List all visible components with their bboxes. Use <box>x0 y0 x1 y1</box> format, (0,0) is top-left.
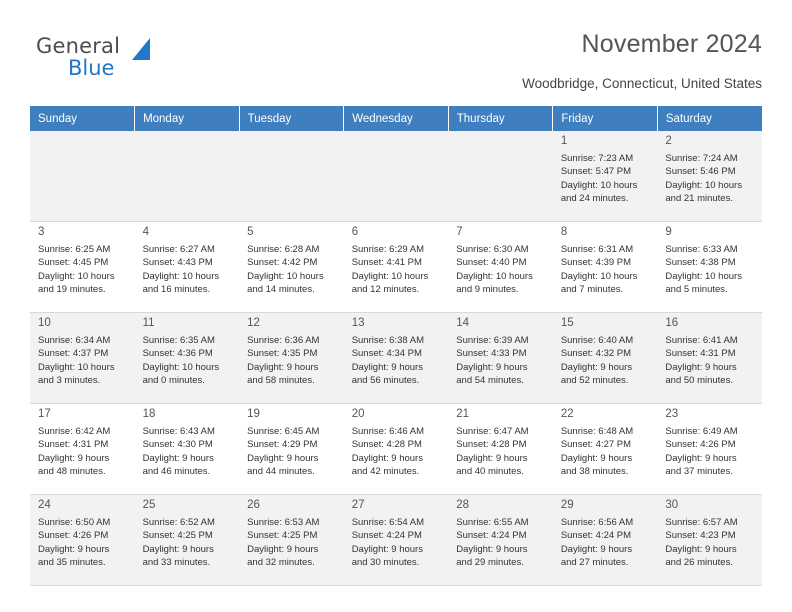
day-sun-info-line: Daylight: 9 hours <box>142 452 214 464</box>
day-sun-info <box>352 516 443 569</box>
calendar-day-cell-empty <box>448 131 553 222</box>
day-sun-info <box>143 243 234 296</box>
day-sun-info-line: Sunrise: 6:45 AM <box>247 426 320 438</box>
day-sun-info-line: Daylight: 9 hours <box>351 452 423 464</box>
calendar-day-cell <box>135 404 240 495</box>
calendar-week-row <box>30 313 762 404</box>
calendar-day-cell <box>30 404 135 495</box>
day-sun-info <box>247 425 338 478</box>
day-sun-info-line: and 38 minutes. <box>560 465 629 477</box>
day-sun-info-line: and 52 minutes. <box>560 374 629 386</box>
day-sun-info <box>456 334 547 387</box>
day-number: 12 <box>247 317 260 329</box>
day-number: 16 <box>665 317 679 329</box>
day-sun-info-line: Sunrise: 7:24 AM <box>665 153 738 165</box>
day-sun-info-line: Daylight: 10 hours <box>142 361 220 373</box>
day-number: 21 <box>456 408 470 420</box>
day-sun-info-line: Daylight: 9 hours <box>351 543 423 555</box>
day-sun-info-line: and 30 minutes. <box>351 556 420 568</box>
day-number: 6 <box>351 226 359 238</box>
logo-text-general: General <box>36 34 121 58</box>
calendar-day-cell-empty <box>239 131 344 222</box>
page-title: November 2024 <box>581 30 762 58</box>
day-sun-info-line: Daylight: 9 hours <box>560 452 633 464</box>
day-number: 15 <box>560 317 574 329</box>
day-sun-info-line: Sunset: 4:24 PM <box>456 530 527 542</box>
weekday-header-sunday: Sunday <box>30 106 135 131</box>
day-number: 30 <box>665 499 679 511</box>
day-sun-info-line: Sunrise: 6:49 AM <box>665 426 738 438</box>
day-number: 8 <box>560 226 568 238</box>
day-sun-info <box>665 516 756 569</box>
day-sun-info-line: and 33 minutes. <box>142 556 211 568</box>
day-sun-info-line: Sunset: 4:31 PM <box>665 348 736 360</box>
day-number: 26 <box>247 499 260 511</box>
day-sun-info <box>143 516 234 569</box>
day-sun-info-line: Sunset: 4:43 PM <box>142 257 213 269</box>
logo-flag-icon <box>132 38 150 60</box>
day-sun-info-line: Daylight: 10 hours <box>247 270 324 282</box>
day-sun-info-line: Sunset: 4:41 PM <box>351 257 422 269</box>
calendar-day-cell <box>448 404 553 495</box>
day-sun-info <box>456 425 547 478</box>
day-sun-info-line: Daylight: 10 hours <box>456 270 533 282</box>
day-sun-info-line: Sunset: 4:27 PM <box>560 439 632 451</box>
day-sun-info <box>247 516 338 569</box>
day-sun-info-line: and 21 minutes. <box>665 192 733 204</box>
day-number: 18 <box>142 408 156 420</box>
day-sun-info-line: Daylight: 10 hours <box>560 270 638 282</box>
day-sun-info <box>38 334 129 387</box>
day-sun-info-line: Daylight: 9 hours <box>247 361 319 373</box>
day-sun-info <box>456 243 547 296</box>
day-sun-info-line: Daylight: 9 hours <box>560 543 633 555</box>
logo-text-blue: Blue <box>68 56 115 80</box>
day-sun-info-line: Sunrise: 6:31 AM <box>560 244 634 256</box>
day-sun-info-line: Daylight: 10 hours <box>665 270 742 282</box>
day-sun-info-line: Daylight: 9 hours <box>351 361 423 373</box>
day-sun-info-line: Sunset: 4:35 PM <box>247 348 318 360</box>
day-sun-info-line: Daylight: 9 hours <box>665 452 737 464</box>
day-sun-info-line: Daylight: 9 hours <box>142 543 214 555</box>
day-sun-info-line: and 16 minutes. <box>142 283 211 295</box>
calendar-day-cell <box>657 313 762 404</box>
day-sun-info <box>352 243 443 296</box>
day-sun-info-line: Daylight: 9 hours <box>247 543 319 555</box>
day-sun-info-line: Sunrise: 6:39 AM <box>456 335 529 347</box>
calendar-day-cell <box>448 222 553 313</box>
day-sun-info <box>561 425 652 478</box>
day-sun-info-line: Sunrise: 6:25 AM <box>38 244 111 256</box>
page-header <box>30 22 762 98</box>
day-sun-info-line: Sunset: 4:42 PM <box>247 257 318 269</box>
day-sun-info-line: and 42 minutes. <box>351 465 420 477</box>
day-number: 5 <box>247 226 254 238</box>
location-subtitle: Woodbridge, Connecticut, United States <box>522 76 762 91</box>
day-sun-info <box>665 243 756 296</box>
weekday-header-friday: Friday <box>553 106 658 131</box>
day-sun-info-line: and 37 minutes. <box>665 465 733 477</box>
day-sun-info-line: and 7 minutes. <box>560 283 624 295</box>
calendar-day-cell <box>239 313 344 404</box>
day-sun-info-line: Sunrise: 6:38 AM <box>351 335 425 347</box>
day-sun-info-line: and 27 minutes. <box>560 556 629 568</box>
calendar-day-cell <box>657 222 762 313</box>
calendar-day-cell <box>30 313 135 404</box>
calendar-body <box>30 131 762 586</box>
day-sun-info-line: Daylight: 9 hours <box>456 361 528 373</box>
day-sun-info-line: Sunrise: 6:42 AM <box>38 426 111 438</box>
day-sun-info-line: and 3 minutes. <box>38 374 101 386</box>
calendar-day-cell <box>657 495 762 586</box>
day-sun-info-line: Sunrise: 6:35 AM <box>142 335 215 347</box>
day-sun-info-line: Daylight: 9 hours <box>38 543 110 555</box>
calendar-day-cell <box>135 495 240 586</box>
weekday-header-monday: Monday <box>135 106 240 131</box>
calendar-week-row <box>30 131 762 222</box>
day-sun-info-line: and 19 minutes. <box>38 283 106 295</box>
day-sun-info-line: Sunset: 4:23 PM <box>665 530 736 542</box>
day-sun-info-line: Daylight: 9 hours <box>560 361 633 373</box>
day-sun-info-line: Sunset: 4:39 PM <box>560 257 632 269</box>
day-sun-info-line: Daylight: 10 hours <box>142 270 220 282</box>
calendar-week-row <box>30 222 762 313</box>
day-sun-info-line: Daylight: 9 hours <box>665 543 737 555</box>
calendar-day-cell-empty <box>344 131 449 222</box>
day-sun-info-line: and 54 minutes. <box>456 374 524 386</box>
day-sun-info-line: Sunrise: 6:43 AM <box>142 426 215 438</box>
day-sun-info-line: Daylight: 10 hours <box>665 179 742 191</box>
day-sun-info-line: Sunrise: 6:30 AM <box>456 244 529 256</box>
calendar-day-cell <box>239 404 344 495</box>
day-sun-info <box>247 243 338 296</box>
sunrise-sunset-calendar <box>30 106 762 586</box>
day-number: 13 <box>351 317 365 329</box>
day-sun-info-line: Sunrise: 7:23 AM <box>560 153 634 165</box>
calendar-day-cell <box>553 313 658 404</box>
day-sun-info-line: Sunrise: 6:28 AM <box>247 244 320 256</box>
day-number: 24 <box>38 499 51 511</box>
day-number: 7 <box>456 226 463 238</box>
day-sun-info-line: Daylight: 10 hours <box>560 179 638 191</box>
day-sun-info-line: and 46 minutes. <box>142 465 211 477</box>
day-sun-info-line: Daylight: 9 hours <box>456 452 528 464</box>
day-sun-info-line: Sunset: 4:38 PM <box>665 257 736 269</box>
day-sun-info <box>561 334 652 387</box>
day-sun-info <box>352 425 443 478</box>
day-sun-info-line: Daylight: 10 hours <box>38 361 115 373</box>
day-sun-info-line: Sunset: 4:33 PM <box>456 348 527 360</box>
day-sun-info-line: Sunset: 4:32 PM <box>560 348 632 360</box>
calendar-day-cell <box>344 404 449 495</box>
day-sun-info-line: Sunset: 4:37 PM <box>38 348 109 360</box>
day-number: 22 <box>560 408 574 420</box>
day-sun-info-line: Sunrise: 6:57 AM <box>665 517 738 529</box>
calendar-day-cell-empty <box>30 131 135 222</box>
day-sun-info-line: Sunrise: 6:33 AM <box>665 244 738 256</box>
calendar-day-cell <box>344 313 449 404</box>
day-sun-info-line: Sunset: 4:25 PM <box>142 530 213 542</box>
day-sun-info-line: and 58 minutes. <box>247 374 315 386</box>
day-sun-info-line: Sunset: 4:25 PM <box>247 530 318 542</box>
day-number: 25 <box>142 499 156 511</box>
day-sun-info <box>352 334 443 387</box>
day-sun-info-line: Sunrise: 6:40 AM <box>560 335 634 347</box>
day-sun-info-line: and 48 minutes. <box>38 465 106 477</box>
day-sun-info <box>561 243 652 296</box>
day-sun-info-line: and 5 minutes. <box>665 283 728 295</box>
weekday-header-wednesday: Wednesday <box>344 106 449 131</box>
day-sun-info-line: Sunset: 4:36 PM <box>142 348 213 360</box>
day-sun-info-line: Sunrise: 6:46 AM <box>351 426 425 438</box>
day-sun-info-line: Daylight: 9 hours <box>665 361 737 373</box>
day-number: 11 <box>142 317 155 329</box>
day-sun-info-line: and 50 minutes. <box>665 374 733 386</box>
day-sun-info-line: Sunrise: 6:47 AM <box>456 426 529 438</box>
day-sun-info-line: and 29 minutes. <box>456 556 524 568</box>
day-sun-info <box>561 516 652 569</box>
calendar-day-cell <box>135 313 240 404</box>
day-sun-info <box>143 425 234 478</box>
day-sun-info <box>665 334 756 387</box>
day-sun-info-line: Daylight: 10 hours <box>38 270 115 282</box>
day-sun-info-line: Sunrise: 6:34 AM <box>38 335 111 347</box>
day-sun-info-line: Daylight: 9 hours <box>247 452 319 464</box>
day-sun-info-line: Sunset: 4:24 PM <box>351 530 422 542</box>
calendar-day-cell <box>30 222 135 313</box>
calendar-day-cell <box>448 495 553 586</box>
weekday-header-row <box>30 106 762 131</box>
day-sun-info-line: Sunset: 4:31 PM <box>38 439 109 451</box>
day-sun-info-line: Sunset: 4:26 PM <box>665 439 736 451</box>
calendar-day-cell <box>553 495 658 586</box>
day-sun-info-line: Sunset: 4:28 PM <box>351 439 422 451</box>
day-sun-info-line: Sunset: 5:47 PM <box>560 166 632 178</box>
day-sun-info-line: Sunset: 4:26 PM <box>38 530 109 542</box>
day-sun-info-line: Daylight: 9 hours <box>456 543 528 555</box>
calendar-day-cell <box>135 222 240 313</box>
weekday-header-tuesday: Tuesday <box>239 106 344 131</box>
day-sun-info-line: Daylight: 10 hours <box>351 270 429 282</box>
calendar-day-cell <box>448 313 553 404</box>
general-blue-logo <box>36 36 166 79</box>
day-sun-info-line: Sunrise: 6:27 AM <box>142 244 215 256</box>
day-sun-info-line: and 44 minutes. <box>247 465 315 477</box>
calendar-day-cell <box>553 222 658 313</box>
day-sun-info-line: and 40 minutes. <box>456 465 524 477</box>
day-sun-info-line: Sunset: 4:34 PM <box>351 348 422 360</box>
calendar-week-row <box>30 495 762 586</box>
day-sun-info-line: Sunrise: 6:48 AM <box>560 426 634 438</box>
day-sun-info-line: Sunset: 4:24 PM <box>560 530 632 542</box>
day-number: 28 <box>456 499 470 511</box>
day-number: 19 <box>247 408 260 420</box>
day-sun-info-line: Sunrise: 6:53 AM <box>247 517 320 529</box>
day-sun-info <box>665 152 756 205</box>
day-sun-info-line: and 12 minutes. <box>351 283 420 295</box>
calendar-day-cell <box>657 131 762 222</box>
calendar-day-cell-empty <box>135 131 240 222</box>
calendar-week-row <box>30 404 762 495</box>
day-sun-info-line: Sunrise: 6:56 AM <box>560 517 634 529</box>
day-sun-info <box>38 425 129 478</box>
day-sun-info <box>456 516 547 569</box>
day-sun-info-line: Sunrise: 6:29 AM <box>351 244 425 256</box>
day-sun-info-line: Sunset: 5:46 PM <box>665 166 736 178</box>
day-sun-info-line: Sunset: 4:45 PM <box>38 257 109 269</box>
day-number: 4 <box>142 226 149 238</box>
day-sun-info-line: Sunset: 4:29 PM <box>247 439 318 451</box>
day-number: 14 <box>456 317 470 329</box>
weekday-header-thursday: Thursday <box>448 106 553 131</box>
day-sun-info-line: Sunrise: 6:36 AM <box>247 335 320 347</box>
day-sun-info-line: Daylight: 9 hours <box>38 452 110 464</box>
day-sun-info <box>38 516 129 569</box>
day-sun-info-line: and 14 minutes. <box>247 283 315 295</box>
day-sun-info-line: Sunset: 4:30 PM <box>142 439 213 451</box>
day-number: 23 <box>665 408 679 420</box>
day-sun-info-line: and 35 minutes. <box>38 556 106 568</box>
day-sun-info-line: Sunrise: 6:55 AM <box>456 517 529 529</box>
day-sun-info-line: Sunset: 4:40 PM <box>456 257 527 269</box>
day-sun-info-line: and 26 minutes. <box>665 556 733 568</box>
calendar-day-cell <box>239 222 344 313</box>
day-sun-info-line: Sunrise: 6:41 AM <box>665 335 738 347</box>
day-sun-info <box>143 334 234 387</box>
calendar-day-cell <box>553 404 658 495</box>
day-number: 20 <box>351 408 365 420</box>
calendar-day-cell <box>344 495 449 586</box>
day-sun-info-line: and 0 minutes. <box>142 374 205 386</box>
calendar-day-cell <box>657 404 762 495</box>
calendar-day-cell <box>239 495 344 586</box>
calendar-day-cell <box>553 131 658 222</box>
calendar-day-cell <box>344 222 449 313</box>
day-number: 10 <box>38 317 51 329</box>
day-sun-info-line: Sunrise: 6:50 AM <box>38 517 111 529</box>
day-sun-info-line: and 9 minutes. <box>456 283 519 295</box>
day-sun-info <box>665 425 756 478</box>
day-number: 1 <box>560 135 568 147</box>
day-number: 17 <box>38 408 51 420</box>
day-sun-info-line: Sunrise: 6:54 AM <box>351 517 425 529</box>
day-sun-info-line: and 32 minutes. <box>247 556 315 568</box>
day-number: 2 <box>665 135 672 147</box>
day-sun-info-line: and 24 minutes. <box>560 192 629 204</box>
day-sun-info-line: and 56 minutes. <box>351 374 420 386</box>
day-number: 3 <box>38 226 45 238</box>
day-number: 27 <box>351 499 365 511</box>
calendar-day-cell <box>30 495 135 586</box>
day-sun-info <box>38 243 129 296</box>
day-number: 29 <box>560 499 574 511</box>
day-sun-info <box>247 334 338 387</box>
day-sun-info-line: Sunrise: 6:52 AM <box>142 517 215 529</box>
day-sun-info <box>561 152 652 205</box>
weekday-header-saturday: Saturday <box>657 106 762 131</box>
day-number: 9 <box>665 226 672 238</box>
day-sun-info-line: Sunset: 4:28 PM <box>456 439 527 451</box>
